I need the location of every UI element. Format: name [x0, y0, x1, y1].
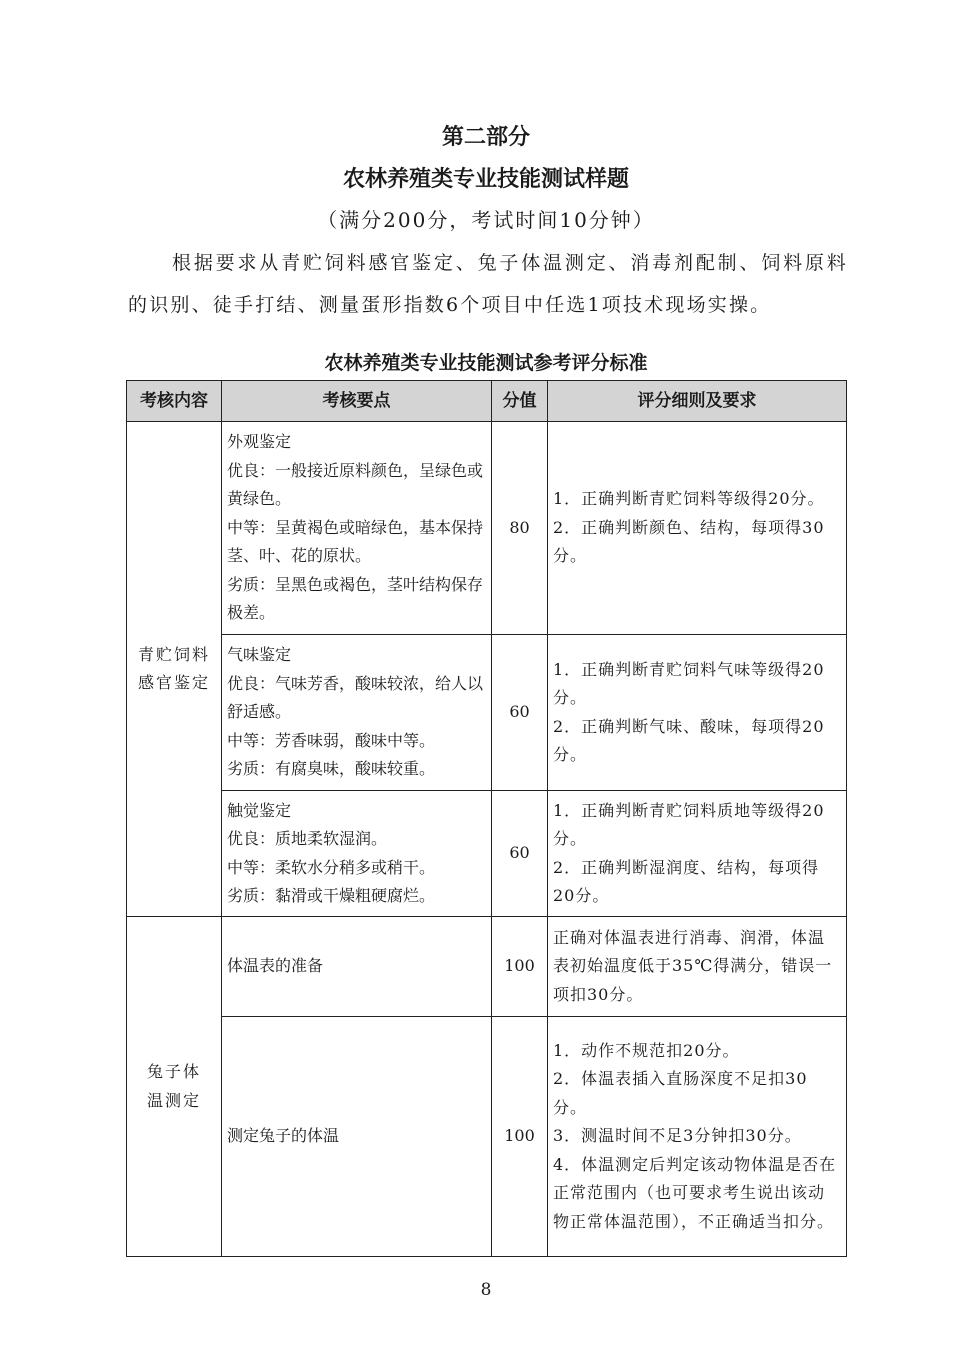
score-time-note: （满分200分，考试时间10分钟） — [317, 208, 655, 232]
col-header-criteria: 评分细则及要求 — [548, 381, 847, 422]
table-row — [127, 917, 847, 1017]
score-cell: 60 — [492, 635, 548, 791]
part-heading: 第二部分 — [441, 125, 530, 150]
score-cell: 80 — [492, 422, 548, 635]
category-cell: 兔子体 温测定 — [127, 917, 222, 1257]
subject-heading: 农林养殖类专业技能测试样题 — [342, 167, 629, 192]
table-title: 农林养殖类专业技能测试参考评分标准 — [324, 352, 648, 374]
table-row — [127, 635, 847, 791]
score-cell: 100 — [492, 1017, 548, 1257]
table-header-row — [127, 381, 847, 422]
col-header-content: 考核内容 — [127, 381, 222, 422]
scoring-table — [126, 380, 847, 1257]
col-header-points: 考核要点 — [222, 381, 492, 422]
criteria-cell: 1．正确判断青贮饲料气味等级得20分。 2．正确判断气味、酸味，每项得20分。 — [548, 635, 847, 791]
criteria-cell: 1．正确判断青贮饲料质地等级得20分。 2．正确判断湿润度、结构，每项得20分。 — [548, 791, 847, 917]
category-cell: 青贮饲料 感官鉴定 — [127, 422, 222, 917]
points-cell: 体温表的准备 — [222, 917, 492, 1017]
points-cell: 触觉鉴定 优良：质地柔软湿润。 中等：柔软水分稍多或稍干。 劣质：黏滑或干燥粗硬腐烂。 — [222, 791, 492, 917]
col-header-score: 分值 — [492, 381, 548, 422]
points-cell: 外观鉴定 优良：一般接近原料颜色，呈绿色或黄绿色。 中等：呈黄褐色或暗绿色，基本保持茎、叶、花的原状。 劣质：呈黑色或褐色，茎叶结构保存极差。 — [222, 422, 492, 635]
points-cell: 测定兔子的体温 — [222, 1017, 492, 1257]
criteria-cell: 正确对体温表进行消毒、润滑，体温表初始温度低于35℃得满分，错误一项扣30分。 — [548, 917, 847, 1017]
page-number: 8 — [480, 1280, 492, 1300]
intro-paragraph: 根据要求从青贮饲料感官鉴定、兔子体温测定、消毒剂配制、饲料原料的识别、徒手打结、测量蛋形指数6个项目中任选1项技术现场实操。 — [128, 252, 848, 316]
criteria-cell: 1．正确判断青贮饲料等级得20分。 2．正确判断颜色、结构，每项得30分。 — [548, 422, 847, 635]
points-cell: 气味鉴定 优良：气味芳香，酸味较浓，给人以舒适感。 中等：芳香味弱，酸味中等。 劣质：有腐臭味，酸味较重。 — [222, 635, 492, 791]
score-cell: 100 — [492, 917, 548, 1017]
table-row — [127, 1017, 847, 1257]
score-cell: 60 — [492, 791, 548, 917]
criteria-cell: 1．动作不规范扣20分。 2．体温表插入直肠深度不足扣30分。 3．测温时间不足3分钟扣30分。 4．体温测定后判定该动物体温是否在正常范围内（也可要求考生说出该动物正常体温范围），不正确适当扣分。 — [548, 1017, 847, 1257]
table-row — [127, 422, 847, 635]
table-row — [127, 791, 847, 917]
